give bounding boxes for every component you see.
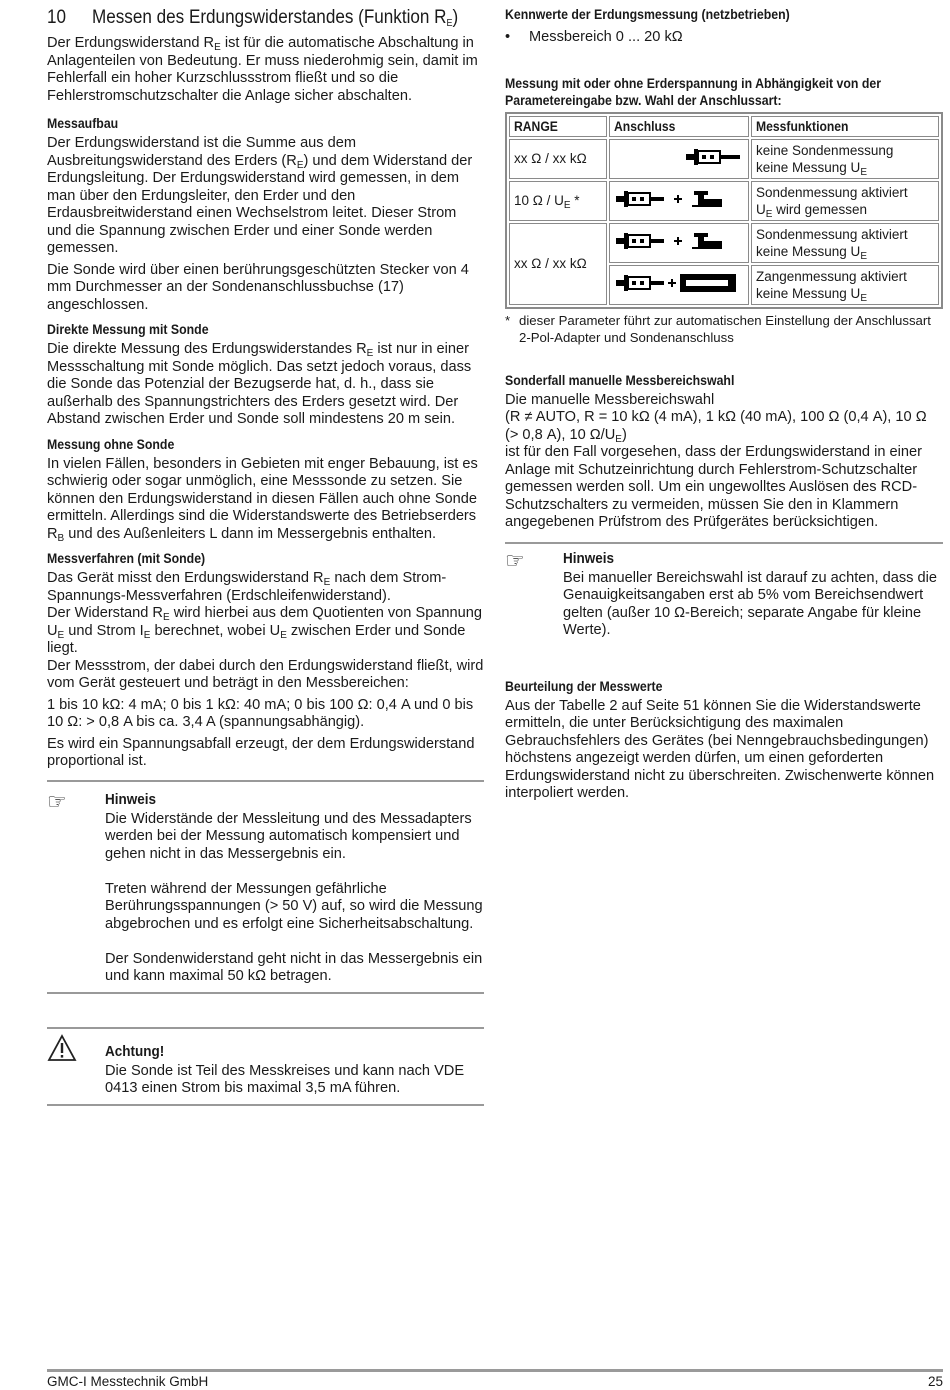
table-cell-range: xx Ω / xx kΩ — [509, 223, 607, 305]
sonderfall-paragraph: ist für den Fall vorgesehen, dass der Erdungswiderstand in einer Anlage mit Schutzeinrichtung durch Fehlerstrom-Schutzschalter gemessen werden soll. Um ein ungewolltes Auslösen des RCD-Schutzschalters zu vermeiden, müssen Sie den in Klammern angegebenen Prüfstrom des Prüfgerätes berücksichtigen. — [505, 444, 922, 530]
two-pole-adapter-icon — [684, 147, 744, 167]
intro-paragraph: Der Erdungswiderstand $R_E$ ist für die automatische Abschaltung in Anlagenteilen von Bedeutung. Er muss niederohmig sein, damit im Fehlerfall ein hoher Kurzschlussstrom fließt und so die Fehlerstromschutzschalter die Anlage sicher abschalten. — [47, 35, 478, 104]
subheading-messverfahren: Messverfahren (mit Sonde) — [47, 550, 206, 566]
messverfahren-paragraph-5: Es wird ein Spannungsabfall erzeugt, der dem Erdungswiderstand proportional ist. — [47, 735, 475, 769]
left-column — [47, 6, 484, 1106]
section-heading: 10 Messen des Erdungswiderstandes (Funktion $R_E$) — [47, 7, 459, 29]
subheading-ohne-sonde: Messung ohne Sonde — [47, 435, 175, 452]
hint-title: Hinweis — [105, 790, 157, 808]
ohne-sonde-paragraph: In vielen Fällen, besonders in Gebieten mit enger Bebauung, ist es schwierig oder sogar unmöglich, eine Messsonde zu setzen. Sie können den Erdungswiderstand in diesen Fällen auch ohne Sonde ermitteln. Allerdings sind die Widerstandswerte des Betriebserders $R_B$ und des Außenleiters L dann im Messergebnis enthalten. — [47, 455, 478, 544]
beurteilung-paragraph: Aus der Tabelle 2 auf Seite 51 können Sie die Widerstandswerte ermitteln, die unter Berücksichtigung des maximalen Gebrauchsfehlers des Gerätes (bei Nenngebrauchsbedingungen) höchstens angezeigt werden dürfen, um einen geforderten Erdungswiderstand nicht zu überschreiten. Zwischenwerte können interpoliert werden. — [505, 697, 935, 801]
warning-box — [47, 1027, 484, 1106]
messaufbau-paragraph-1: Der Erdungswiderstand ist die Summe aus dem Ausbreitungswiderstand des Erders $(R_E)$ und dem Widerstand der Erdungsleitung. Der Erdungswiderstand wird gemessen, in dem man über den Erdungsleiter, den Erder und den Erdausbreitwiderstand einen Wechselstrom leitet. Dieser Strom und die Spannung zwischen Erder und einer Sonde werden gemessen. — [47, 135, 473, 256]
connection-table — [505, 112, 943, 309]
adapter-plus-probe-icon — [614, 229, 726, 253]
warning-title: Achtung! — [105, 1042, 165, 1060]
footer-divider — [47, 1369, 943, 1372]
pointing-hand-icon: ☞ — [505, 547, 525, 573]
table-header-row — [509, 116, 939, 137]
table-header-anschluss: Anschluss — [609, 116, 749, 137]
warning-text: Die Sonde ist Teil des Messkreises und kann nach VDE 0413 einen Strom bis maximal 3,5 mA führen. — [105, 1062, 465, 1096]
table-cell-function: keine Sondenmessung keine Messung $U_E$ — [751, 139, 939, 179]
footer-company: GMC-I Messtechnik GmbH — [47, 1374, 209, 1389]
messverfahren-paragraph-1: Das Gerät misst den Erdungswiderstand $R_E$ nach dem Strom-Spannungs-Messverfahren (Erdschleifenwiderstand). — [47, 570, 447, 604]
table-row — [509, 223, 939, 263]
pointing-hand-icon: ☞ — [47, 788, 67, 814]
page-number: 25 — [927, 1374, 943, 1389]
messverfahren-paragraph-4: 1 bis 10 kΩ: 4 mA; 0 bis 1 kΩ: 40 mA; 0 bis 100 Ω: 0,4 A und 0 bis 10 Ω: > 0,8 A bis ca. 3,4 A (spannungsabhängig). — [47, 696, 474, 730]
table-cell-function: Zangenmessung aktiviert keine Messung $U_E$ — [751, 265, 939, 305]
sonderfall-line-2: (R ≠ AUTO, R = 10 kΩ (4 mA), 1 kΩ (40 mA), 100 Ω (0,4 A), 10 Ω (> 0,8 A), 10 $\Omega/U_E$) — [505, 409, 927, 445]
hint-title: Hinweis — [563, 549, 615, 567]
table-cell-anschluss — [609, 181, 749, 221]
hint-paragraph-2: Treten während der Messungen gefährliche Berührungsspannungen (> 50 V) auf, so wird die Messung abgebrochen und es erfolgt eine Sicherheitsabschaltung. — [105, 880, 483, 932]
subheading-direkte-messung: Direkte Messung mit Sonde — [47, 321, 209, 337]
table-cell-anschluss — [609, 139, 749, 179]
kennwerte-bullet: • Messbereich 0 ... 20 kΩ — [505, 29, 683, 45]
messverfahren-paragraph-2: Der Widerstand $R_E$ wird hierbei aus dem Quotienten von Spannung $U_E$ und Strom $I_E$ berechnet, wobei $U_E$ zwischen Erder und Sonde liegt. — [47, 605, 483, 656]
direkte-messung-paragraph: Die direkte Messung des Erdungswiderstandes $R_E$ ist nur in einer Messschaltung mit Sonde möglich. Das setzt jedoch voraus, dass die Sonde das Potenzial der Bezugserde hat, d. h., dass sie außerhalb des Spannungstrichters des Erders gesetzt wird. Der Abstand zwischen Erder und Sonde soll mindestens 20 m sein. — [47, 341, 472, 427]
sonderfall-title: Sonderfall manuelle Messbereichswahl — [505, 371, 735, 388]
table-cell-range: xx Ω / xx kΩ — [509, 139, 607, 179]
table-title: Messung mit oder ohne Erderspannung in Abhängigkeit von der Parametereingabe bzw. Wahl der Anschlussart: — [505, 74, 882, 108]
hint-paragraph-3: Der Sondenwiderstand geht nicht in das Messergebnis ein und kann maximal 50 kΩ betragen. — [105, 950, 483, 984]
table-header-messfunktionen: Messfunktionen — [751, 116, 939, 137]
table-footnote: * dieser Parameter führt zur automatischen Einstellung der Anschlussart 2-Pol-Adapter und Sondenanschluss — [505, 312, 931, 345]
table-cell-function: Sondenmessung aktiviert keine Messung $U_E$ — [751, 223, 939, 263]
hint-paragraph: Bei manueller Bereichswahl ist darauf zu achten, dass die Genauigkeitsangaben erst ab 5% vom Bereichsendwert gelten (außer 10 Ω-Bereich; separate Angabe für kleine Werte). — [563, 569, 937, 638]
messverfahren-paragraph-3: Der Messstrom, der dabei durch den Erdungswiderstand fließt, wird vom Gerät gesteuert und beträgt in den Messbereichen: — [47, 657, 484, 691]
sonderfall-line-1: Die manuelle Messbereichswahl — [505, 391, 715, 408]
table-cell-range: 10 Ω / $U_E$ * — [509, 181, 607, 221]
table-cell-function: Sondenmessung aktiviert $U_E$ wird gemessen — [751, 181, 939, 221]
table-row — [509, 181, 939, 221]
hint-paragraph-1: Die Widerstände der Messleitung und des Messadapters werden bei der Messung automatisch kompensiert und gehen nicht in das Messergebnis ein. — [105, 810, 472, 862]
beurteilung-title: Beurteilung der Messwerte — [505, 677, 663, 694]
messaufbau-paragraph-2: Die Sonde wird über einen berührungsgeschützten Stecker von 4 mm Durchmesser an der Sondenanschlussbuchse (17) angeschlossen. — [47, 261, 469, 313]
table-cell-anschluss — [609, 223, 749, 263]
kennwerte-title: Kennwerte der Erdungsmessung (netzbetrieben) — [505, 6, 790, 22]
adapter-plus-clamp-icon — [614, 271, 740, 295]
right-column — [505, 6, 943, 803]
warning-triangle-icon — [47, 1034, 105, 1098]
hint-box-right — [505, 542, 943, 648]
page-footer — [47, 1374, 943, 1390]
hint-box — [47, 780, 484, 994]
table-cell-anschluss — [609, 265, 749, 305]
table-header-range: RANGE — [509, 116, 607, 137]
adapter-plus-probe-icon — [614, 187, 726, 211]
table-row — [509, 139, 939, 179]
subheading-messaufbau: Messaufbau — [47, 115, 119, 131]
